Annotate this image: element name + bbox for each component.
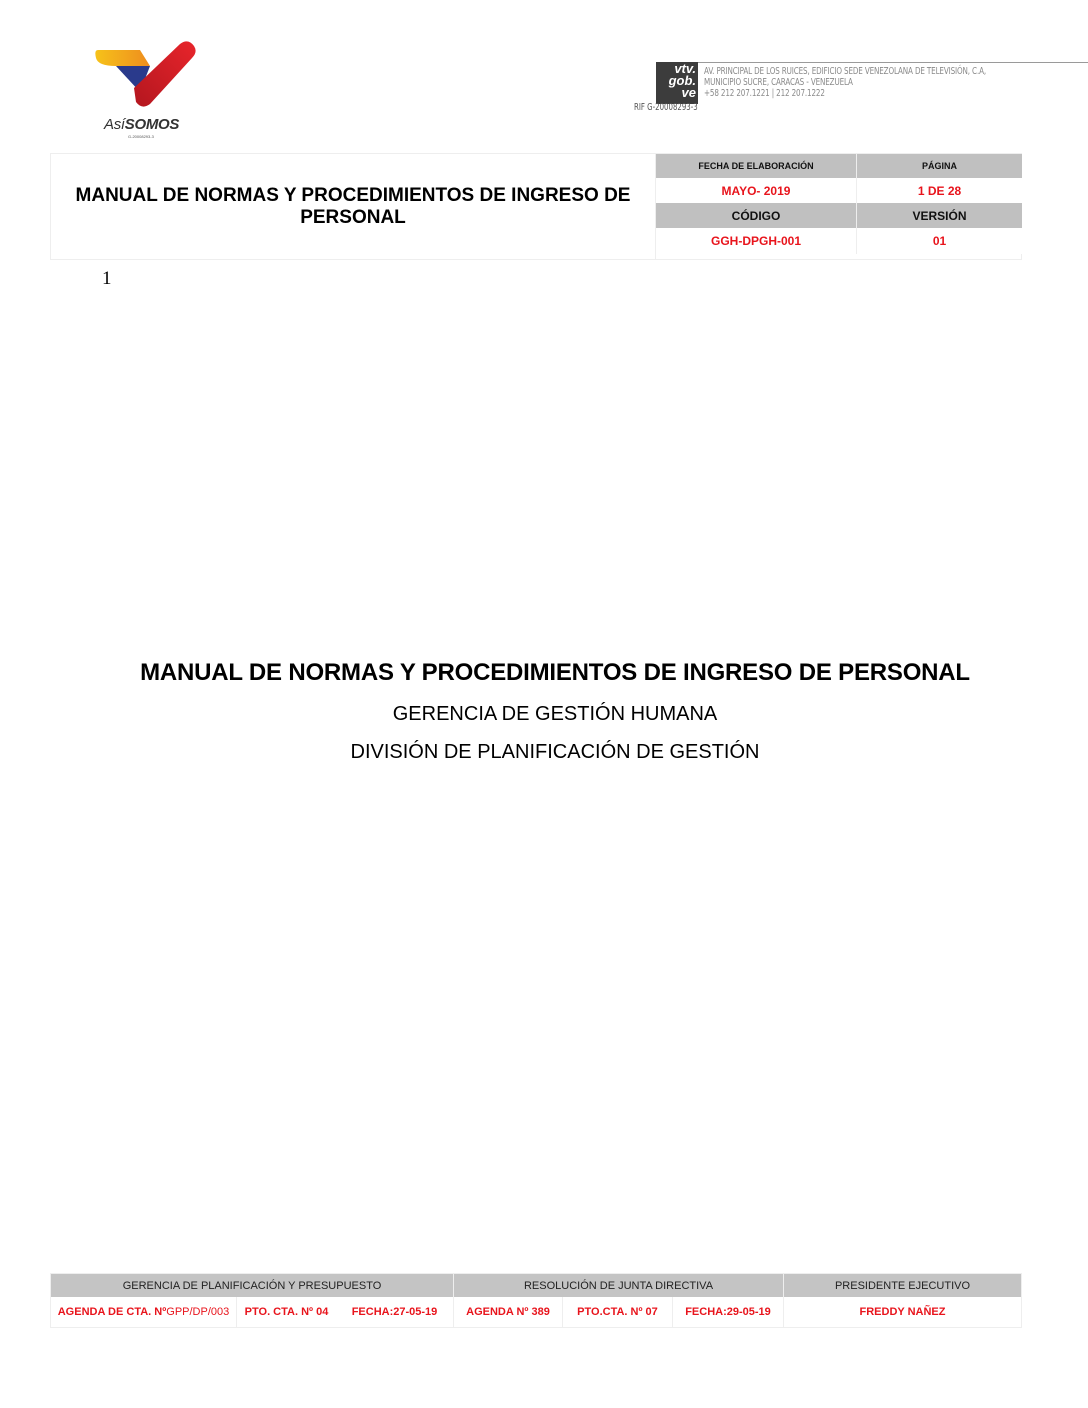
gpp-agenda-cell (51, 1297, 236, 1327)
phone-line: +58 212 207.1221 | 212 207.1222 (704, 88, 825, 99)
junta-agenda-cell: AGENDA Nº 389 (453, 1297, 562, 1327)
approval-footer-table (50, 1273, 1022, 1328)
footer-header-junta: RESOLUCIÓN DE JUNTA DIRECTIVA (453, 1274, 783, 1297)
footer-header-gpp: GERENCIA DE PLANIFICACIÓN Y PRESUPUESTO (51, 1274, 453, 1297)
logo-text-asi: Así (104, 116, 125, 133)
version-label: VERSIÓN (856, 203, 1022, 228)
codigo-value: GGH-DPGH-001 (656, 228, 856, 254)
vtv-address (704, 66, 986, 99)
presidente-name-cell: FREDDY NAÑEZ (783, 1297, 1021, 1327)
vtv-contact-block (634, 60, 1088, 120)
gpp-fecha-cell: FECHA:27-05-19 (351, 1306, 438, 1318)
footer-header-presidente: PRESIDENTE EJECUTIVO (783, 1274, 1021, 1297)
cover-subtitle-gerencia: GERENCIA DE GESTIÓN HUMANA (392, 703, 718, 725)
junta-fecha-cell: FECHA:29-05-19 (672, 1297, 783, 1327)
document-header-table (50, 153, 1022, 260)
address-line: AV. PRINCIPAL DE LOS RUICES, EDIFICIO SEDE VENEZOLANA DE TELEVISIÓN, C.A, (704, 66, 987, 77)
pagina-label: PÁGINA (856, 154, 1022, 178)
codigo-label: CÓDIGO (656, 203, 856, 228)
pagina-value: 1 DE 28 (856, 178, 1022, 203)
logo-rif: G-20008293-3 (128, 134, 154, 139)
header-document-title: MANUAL DE NORMAS Y PROCEDIMIENTOS DE INGRESO DE PERSONAL (75, 184, 631, 228)
vtv-rif: RIF G-20008293-3 (634, 102, 698, 113)
logo-text-somos: SOMOS (124, 116, 180, 133)
vtv-logo-line: vtv. (674, 61, 696, 76)
asi-somos-logo (88, 40, 200, 140)
fecha-value: MAYO- 2019 (656, 178, 856, 203)
gpp-agenda-label: AGENDA DE CTA. Nº (57, 1306, 167, 1318)
page-marker: 1 (102, 268, 112, 289)
logo-v-icon (88, 40, 200, 116)
vtv-logo-line: ve (681, 85, 696, 100)
gpp-pto-cell: PTO. CTA. Nº 04 (236, 1297, 336, 1327)
address-line: MUNICIPIO SUCRE, CARACAS - VENEZUELA (704, 77, 853, 88)
cover-block (0, 656, 1088, 764)
gpp-agenda-value: GPP/DP/003 (166, 1306, 230, 1318)
cover-subtitle-division: DIVISIÓN DE PLANIFICACIÓN DE GESTIÓN (350, 741, 760, 763)
vtv-logo-box (656, 62, 698, 104)
header-rule (694, 62, 1088, 63)
logo-wordmark (104, 116, 179, 133)
vtv-logo-line: gob. (668, 73, 696, 88)
version-value: 01 (856, 228, 1022, 254)
fecha-label: FECHA DE ELABORACIÓN (656, 154, 856, 178)
header-meta-grid (655, 154, 1022, 259)
cover-title: MANUAL DE NORMAS Y PROCEDIMIENTOS DE INGRESO DE PERSONAL (140, 659, 970, 686)
junta-pto-cell: PTO.CTA. Nº 07 (562, 1297, 672, 1327)
